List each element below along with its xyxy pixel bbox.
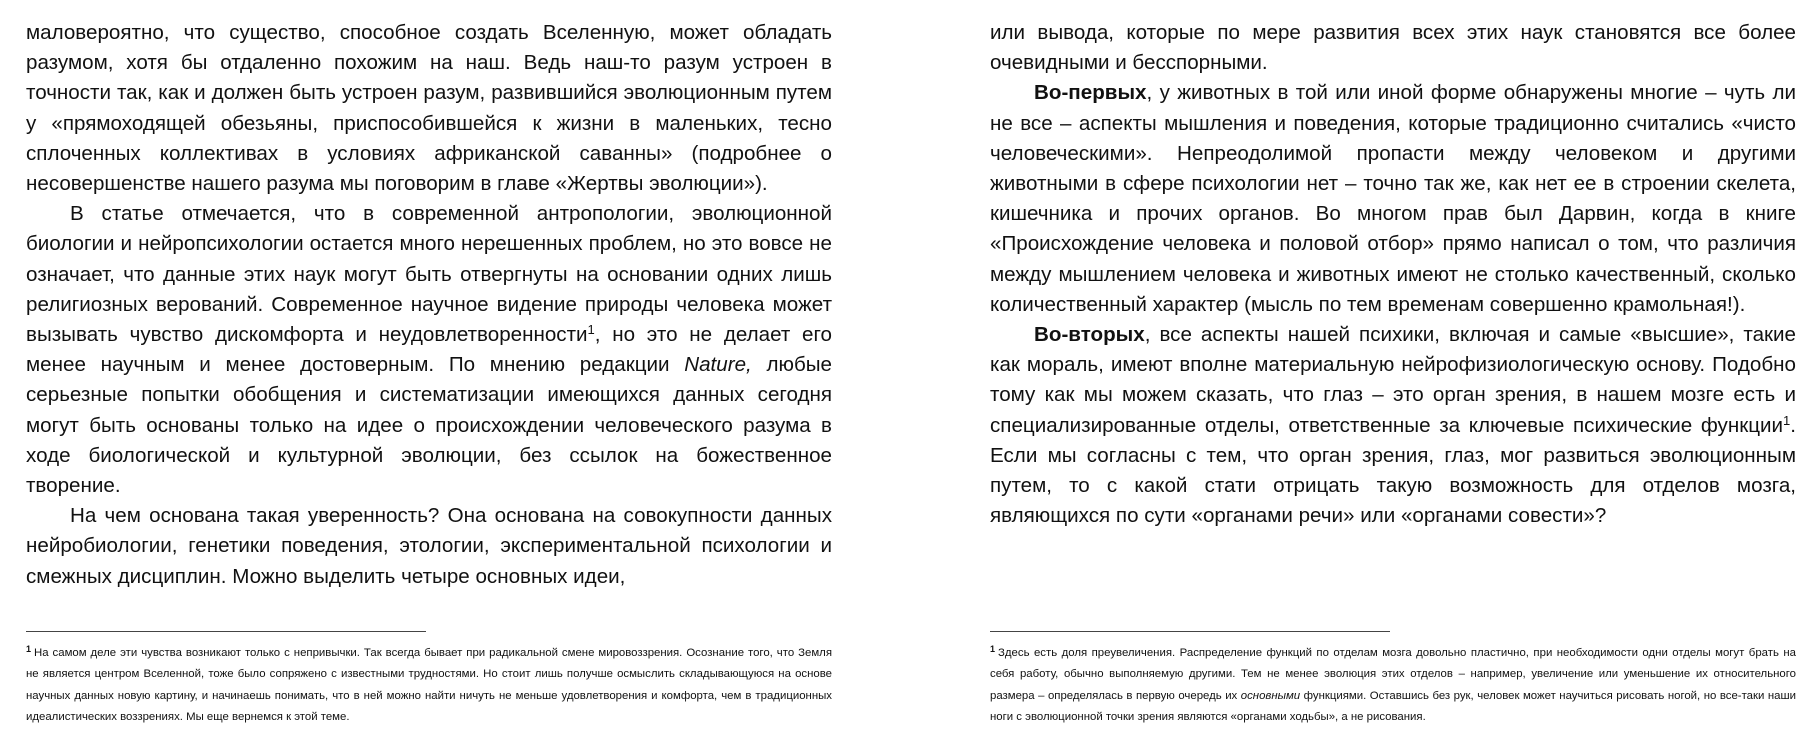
left-page	[26, 18, 832, 592]
bold-lead: Во-вторых	[1034, 323, 1145, 347]
footnote-text: На самом деле эти чувства возникают только с непривычки. Так всегда бывает при радикальной смене мировоззрения. Осознание того, что Земля не является центром Вселенной, тоже было сопряжено с известными трудностями. Но стоит лишь получше осмыслить складывающуюся на основе научных данных новую картину, и начинаешь понимать, что в ней можно найти ничуть не меньше удовлетворения и комфорта, чем в традиционных идеалистических воззрениях. Мы еще вернемся к этой теме.	[26, 647, 832, 723]
paragraph	[990, 78, 1796, 320]
right-page-body	[990, 18, 1796, 531]
paragraph	[26, 18, 832, 199]
footnote-text: функциями. Оставшись без рук, человек может научиться рисовать ногой, но все-таки наши ноги с эволюционной точки зрения являются «органами ходьбы», а не рисования.	[990, 689, 1796, 723]
text-run: любые серьезные попытки обобщения и систематизации имеющихся данных сегодня могут быть основаны только на идее о происхождении человеческого разума в ходе биологической и культурной эволюции, без ссылок на божественное творение.	[26, 353, 832, 498]
footnote-divider	[26, 631, 426, 632]
text-run: В статье отмечается, что в современной антропологии, эволюционной биологии и нейропсихологии остается много нерешенных проблем, но это вовсе не означает, что данные этих наук могут быть отвергнуты на основании одних лишь религиозных верований. Современное научное видение природы человека может вызывать чувство дискомфорта и неудовлетворенности	[26, 202, 832, 347]
text-run: маловероятно, что существо, способное создать Вселенную, может обладать разумом, хотя бы отдаленно похожим на наш. Ведь наш-то разум устроен в точности так, как и должен быть устроен разум, развившийся эволюционным путем у «прямоходящей обезьяны, приспособившейся к жизни в маленьких, тесно сплоченных коллективах в условиях африканской саванны» (подробнее о несовершенстве нашего разума мы поговорим в главе «Жертвы эволюции»).	[26, 21, 832, 196]
footnote-reference[interactable]: 1	[1783, 412, 1791, 428]
italic-text: Nature,	[684, 353, 752, 377]
paragraph	[26, 501, 832, 592]
paragraph	[990, 320, 1796, 531]
footnote-divider	[990, 631, 1390, 632]
right-page	[990, 18, 1796, 531]
footnote-marker: 1	[990, 643, 996, 654]
footnote-text: Здесь есть доля преувеличения. Распределение функций по отделам мозга довольно пластично, при необходимости одни отделы могут брать на себя работу, обычно выполняемую другими. Тем не менее эволюция этих отделов – например, увеличение или уменьшение их относительного размера – определялась в первую очередь их	[990, 647, 1796, 702]
left-page-body	[26, 18, 832, 592]
footnote-left	[26, 643, 832, 728]
text-run: На чем основана такая уверенность? Она основана на совокупности данных нейробиологии, генетики поведения, этологии, экспериментальной психологии и смежных дисциплин. Можно выделить четыре основных идеи,	[26, 504, 832, 588]
italic-text: основными	[1240, 689, 1301, 702]
footnote-right	[990, 643, 1796, 728]
footnote-reference[interactable]: 1	[587, 321, 595, 337]
bold-lead: Во-первых	[1034, 81, 1147, 105]
paragraph	[990, 18, 1796, 78]
text-run: , все аспекты нашей психики, включая и самые «высшие», такие как мораль, имеют вполне материальную нейрофизиологическую основу. Подобно тому как мы можем сказать, что глаз – это орган зрения, в нашем мозге есть и специализированные отделы, ответственные за ключевые психические функции	[990, 323, 1796, 437]
text-run: , у животных в той или иной форме обнаружены многие – чуть ли не все – аспекты мышления и поведения, которые традиционно считались «чисто человеческими». Непреодолимой пропасти между человеком и другими животными в сфере психологии нет – точно так же, как нет ее в строении скелета, кишечника и прочих органов. Во многом прав был Дарвин, когда в книге «Происхождение человека и половой отбор» прямо написал о том, что различия между мышлением человека и животных имеют не столько качественный, сколько количественный характер (мысль по тем временам совершенно крамольная!).	[990, 81, 1796, 316]
footnote-marker: 1	[26, 643, 32, 654]
text-run: , но это не делает его менее научным и менее достоверным. По мнению редакции	[26, 323, 832, 377]
text-run: или вывода, которые по мере развития всех этих наук становятся все более очевидными и бесспорными.	[990, 21, 1796, 75]
paragraph	[26, 199, 832, 501]
text-run: . Если мы согласны с тем, что орган зрения, глаз, мог развиться эволюционным путем, то с какой стати отрицать такую возможность для отделов мозга, являющихся по сути «органами речи» или «органами совести»?	[990, 413, 1796, 528]
